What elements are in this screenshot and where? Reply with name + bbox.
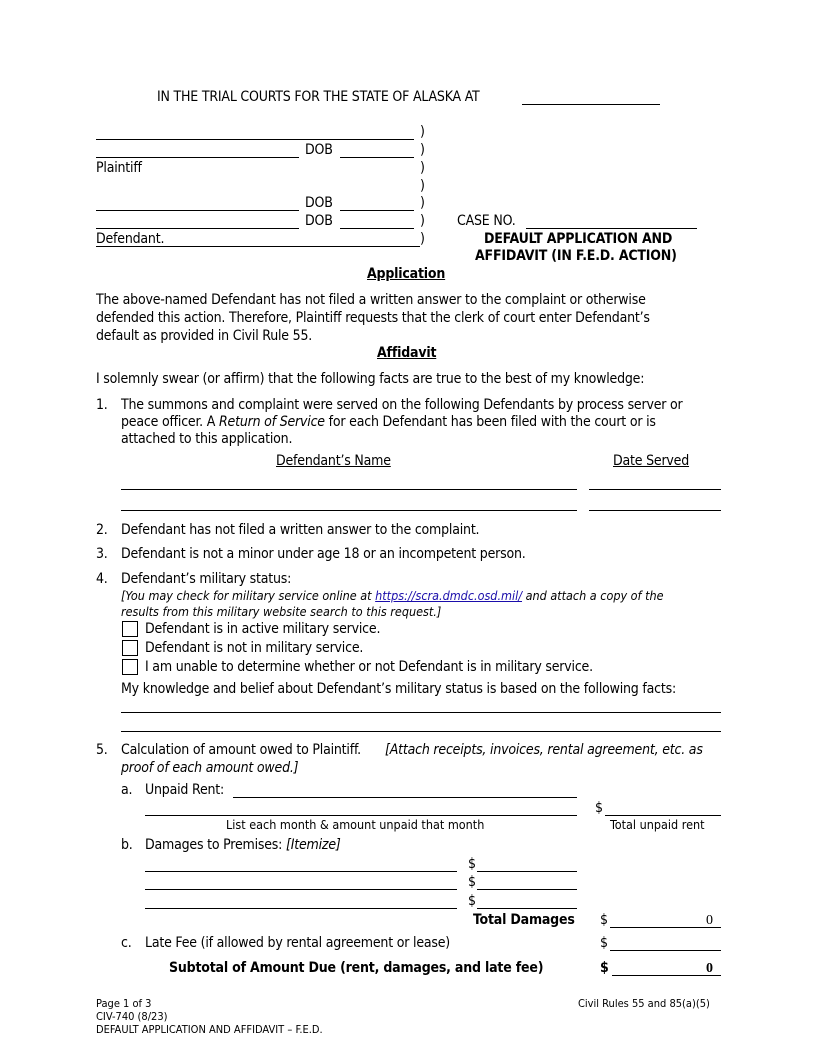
total-damages-value: 0 bbox=[706, 913, 713, 928]
dollar-sign: $ bbox=[468, 874, 476, 890]
application-text-line: default as provided in Civil Rule 55. bbox=[96, 328, 313, 344]
item1-line3: attached to this application. bbox=[121, 431, 293, 447]
item2-text: Defendant has not filed a written answer to the complaint. bbox=[121, 522, 480, 538]
dollar-sign: $ bbox=[595, 800, 603, 816]
scra-link[interactable]: https://scra.dmdc.osd.mil/ bbox=[375, 588, 523, 603]
plaintiff-name-field-2[interactable] bbox=[96, 157, 299, 158]
item1-line1: The summons and complaint were served on the following Defendants by process server or bbox=[121, 397, 683, 413]
dob-label: DOB bbox=[305, 195, 333, 211]
plaintiff-name-field[interactable] bbox=[96, 139, 414, 140]
defendant-name-field-2[interactable] bbox=[96, 228, 299, 229]
case-no-field[interactable] bbox=[526, 228, 697, 229]
defendant-label: Defendant. bbox=[96, 231, 165, 247]
document-title-line1: DEFAULT APPLICATION AND bbox=[484, 231, 673, 247]
footer-page: Page 1 of 3 bbox=[96, 997, 152, 1010]
late-fee-field[interactable] bbox=[610, 950, 721, 951]
item5-text: Calculation of amount owed to Plaintiff. bbox=[121, 742, 361, 758]
item-number: 1. bbox=[96, 397, 108, 413]
unpaid-rent-field-2[interactable] bbox=[145, 815, 577, 816]
damage-item-desc-2[interactable] bbox=[145, 889, 457, 890]
dollar-sign: $ bbox=[600, 935, 608, 951]
dollar-sign: $ bbox=[468, 856, 476, 872]
footer-rules: Civil Rules 55 and 85(a)(5) bbox=[578, 997, 710, 1010]
total-damages-label: Total Damages bbox=[473, 912, 575, 928]
damages-label: Damages to Premises: bbox=[145, 837, 283, 853]
option-not-military: Defendant is not in military service. bbox=[145, 640, 364, 656]
dollar-sign: $ bbox=[600, 960, 609, 976]
caption-paren: ) bbox=[420, 178, 425, 194]
item3-text: Defendant is not a minor under age 18 or an incompetent person. bbox=[121, 546, 526, 562]
caption-paren: ) bbox=[420, 160, 425, 176]
damage-item-amount-2[interactable] bbox=[477, 889, 577, 890]
total-damages-field[interactable] bbox=[610, 927, 721, 928]
military-note-line1: [You may check for military service online at https://scra.dmdc.osd.mil/ and attach a copy of the bbox=[121, 588, 664, 603]
caption-paren: ) bbox=[420, 195, 425, 211]
footer-form-no: CIV-740 (8/23) bbox=[96, 1010, 168, 1023]
late-fee-label: Late Fee (if allowed by rental agreement or lease) bbox=[145, 935, 451, 951]
total-unpaid-rent-field[interactable] bbox=[605, 815, 721, 816]
court-location-field[interactable] bbox=[522, 104, 660, 105]
military-facts-label: My knowledge and belief about Defendant’s military status is based on the following facts: bbox=[121, 681, 677, 697]
column-header-date-served: Date Served bbox=[613, 453, 690, 469]
dob-label: DOB bbox=[305, 142, 333, 158]
court-heading: IN THE TRIAL COURTS FOR THE STATE OF ALASKA AT bbox=[157, 89, 480, 105]
date-served-row-1[interactable] bbox=[589, 489, 721, 490]
defendant-underline bbox=[96, 246, 420, 247]
sub-item-label: c. bbox=[121, 935, 132, 951]
subtotal-value: 0 bbox=[706, 961, 713, 976]
document-title-line2: AFFIDAVIT (IN F.E.D. ACTION) bbox=[475, 248, 677, 264]
item5-note-line1: [Attach receipts, invoices, rental agreement, etc. as bbox=[385, 742, 703, 758]
footer-form-title: DEFAULT APPLICATION AND AFFIDAVIT – F.E.D. bbox=[96, 1023, 323, 1036]
checkbox-unable-to-determine[interactable] bbox=[122, 659, 138, 675]
oath-text: I solemnly swear (or affirm) that the following facts are true to the best of my knowledge: bbox=[96, 371, 645, 387]
sub-item-label: a. bbox=[121, 782, 133, 798]
damage-item-amount-1[interactable] bbox=[477, 871, 577, 872]
damage-item-amount-3[interactable] bbox=[477, 908, 577, 909]
item4-text: Defendant’s military status: bbox=[121, 571, 292, 587]
dollar-sign: $ bbox=[600, 912, 608, 928]
checkbox-active-military[interactable] bbox=[122, 621, 138, 637]
sub-item-label: b. bbox=[121, 837, 133, 853]
damage-item-desc-1[interactable] bbox=[145, 871, 457, 872]
unpaid-rent-caption: List each month & amount unpaid that month bbox=[226, 817, 485, 832]
caption-paren: ) bbox=[420, 142, 425, 158]
item-number: 2. bbox=[96, 522, 108, 538]
plaintiff-label: Plaintiff bbox=[96, 160, 142, 176]
caption-paren: ) bbox=[420, 213, 425, 229]
defendant-dob-field-2[interactable] bbox=[340, 228, 414, 229]
damage-item-desc-3[interactable] bbox=[145, 908, 457, 909]
application-text-line: defended this action. Therefore, Plaintiff requests that the clerk of court enter Defendant’s bbox=[96, 310, 650, 326]
defendant-name-field-1[interactable] bbox=[96, 210, 299, 211]
application-heading: Application bbox=[367, 266, 446, 282]
dollar-sign: $ bbox=[468, 893, 476, 909]
subtotal-label: Subtotal of Amount Due (rent, damages, and late fee) bbox=[169, 960, 544, 976]
case-no-label: CASE NO. bbox=[457, 213, 516, 229]
caption-paren: ) bbox=[420, 124, 425, 140]
defendant-name-row-2[interactable] bbox=[121, 510, 577, 511]
item5-note-line2: proof of each amount owed.] bbox=[121, 760, 299, 776]
item-number: 5. bbox=[96, 742, 108, 758]
checkbox-not-military[interactable] bbox=[122, 640, 138, 656]
item-number: 4. bbox=[96, 571, 108, 587]
plaintiff-dob-field[interactable] bbox=[340, 157, 414, 158]
application-text-line: The above-named Defendant has not filed a written answer to the complaint or otherwise bbox=[96, 292, 646, 308]
caption-paren: ) bbox=[420, 231, 425, 247]
item-number: 3. bbox=[96, 546, 108, 562]
itemize-note: [Itemize] bbox=[286, 837, 341, 853]
column-header-defendant-name: Defendant’s Name bbox=[276, 453, 391, 469]
option-active-military: Defendant is in active military service. bbox=[145, 621, 381, 637]
date-served-row-2[interactable] bbox=[589, 510, 721, 511]
defendant-dob-field-1[interactable] bbox=[340, 210, 414, 211]
item1-line2: peace officer. A Return of Service for each Defendant has been filed with the court or is bbox=[121, 414, 656, 430]
unpaid-rent-field-1[interactable] bbox=[233, 797, 577, 798]
military-facts-line-2[interactable] bbox=[121, 731, 721, 732]
defendant-name-row-1[interactable] bbox=[121, 489, 577, 490]
military-note-line2: results from this military website search to this request.] bbox=[121, 604, 442, 619]
option-unable-to-determine: I am unable to determine whether or not Defendant is in military service. bbox=[145, 659, 593, 675]
affidavit-heading: Affidavit bbox=[377, 345, 437, 361]
total-unpaid-rent-caption: Total unpaid rent bbox=[610, 817, 705, 832]
unpaid-rent-label: Unpaid Rent: bbox=[145, 782, 225, 798]
dob-label: DOB bbox=[305, 213, 333, 229]
subtotal-field[interactable] bbox=[612, 975, 721, 976]
military-facts-line-1[interactable] bbox=[121, 712, 721, 713]
